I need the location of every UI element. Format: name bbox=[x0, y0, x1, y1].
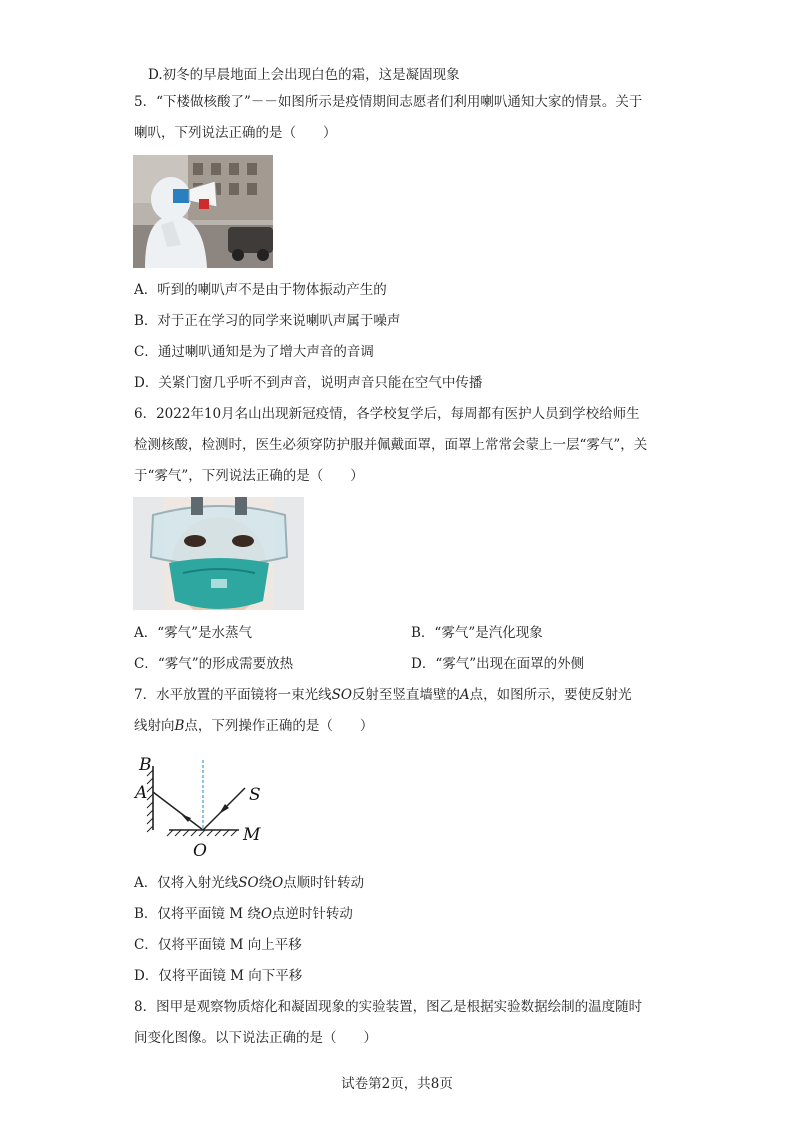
reflected-arrow bbox=[181, 814, 191, 822]
q7-stem-text: 反射至竖直墙壁的 bbox=[351, 687, 460, 703]
q7-option-b bbox=[134, 905, 353, 923]
q6-stem-line2: 检测核酸，检测时，医生必须穿防护服并佩戴面罩，面罩上常常会蒙上一层“雾气”，关 bbox=[134, 437, 648, 453]
q7-option-b-o: O bbox=[260, 906, 272, 922]
q6-option-a: A．“雾气”是水蒸气 bbox=[134, 625, 253, 641]
q7-option-a-text: 绕 bbox=[258, 875, 273, 891]
page-footer: 试卷第2页，共8页 bbox=[341, 1076, 453, 1092]
q5-photo-volunteer-megaphone bbox=[133, 155, 273, 268]
wall-hatching bbox=[147, 770, 153, 832]
q5-stem-line2: 喇叭，下列说法正确的是（ ） bbox=[134, 125, 337, 141]
q6-option-d: D．“雾气”出现在面罩的外侧 bbox=[411, 656, 585, 672]
q7-stem-b: B bbox=[174, 718, 185, 734]
q7-option-a-so: SO bbox=[238, 875, 259, 891]
label-b: B bbox=[139, 755, 152, 775]
q7-option-c: C．仅将平面镜 M 向上平移 bbox=[134, 937, 302, 953]
q7-option-b-text: B．仅将平面镜 M 绕 bbox=[134, 906, 261, 922]
q7-option-b-text: 点逆时针转动 bbox=[271, 906, 353, 922]
q5-option-b: B．对于正在学习的同学来说喇叭声属于噪声 bbox=[134, 313, 401, 329]
label-o: O bbox=[193, 841, 207, 861]
q6-photo-doctor-mask bbox=[133, 497, 304, 610]
q5-stem-line1: 5．“下楼做核酸了”－－如图所示是疫情期间志愿者们利用喇叭通知大家的情景。关于 bbox=[134, 94, 643, 110]
q7-option-a-o: O bbox=[272, 875, 284, 891]
q7-option-a bbox=[134, 874, 364, 892]
q6-stem-line3: 于“雾气”，下列说法正确的是（ ） bbox=[134, 468, 364, 484]
q6-stem-line1: 6．2022年10月名山出现新冠疫情，各学校复学后，每周都有医护人员到学校给师生 bbox=[134, 406, 640, 422]
mirror-hatching bbox=[167, 830, 237, 836]
q8-stem-line2: 间变化图像。以下说法正确的是（ ） bbox=[134, 1030, 377, 1046]
reflected-ray bbox=[153, 792, 203, 830]
label-m: M bbox=[243, 825, 261, 845]
q7-option-a-text: A．仅将入射光线 bbox=[134, 875, 239, 891]
q6-option-b: B．“雾气”是汽化现象 bbox=[411, 625, 543, 641]
q7-stem-text: 点，下列操作正确的是（ ） bbox=[184, 718, 374, 734]
q7-stem-text: 点，如图所示，要使反射光 bbox=[469, 687, 632, 703]
q7-mirror-diagram bbox=[133, 748, 273, 866]
q6-option-c: C．“雾气”的形成需要放热 bbox=[134, 656, 294, 672]
label-a: A bbox=[135, 783, 148, 803]
label-s: S bbox=[249, 785, 261, 805]
q7-stem-a: A bbox=[459, 687, 470, 703]
q5-option-a: A．听到的喇叭声不是由于物体振动产生的 bbox=[134, 282, 387, 298]
q5-option-c: C．通过喇叭通知是为了增大声音的音调 bbox=[134, 344, 374, 360]
q7-stem-text: 7．水平放置的平面镜将一束光线 bbox=[134, 687, 332, 703]
q7-stem-line1 bbox=[134, 686, 632, 704]
q5-option-d: D．关紧门窗几乎听不到声音，说明声音只能在空气中传播 bbox=[134, 375, 483, 391]
q7-stem-text: 线射向 bbox=[134, 718, 175, 734]
q7-stem-line2 bbox=[134, 717, 373, 735]
q4-option-d: D.初冬的早晨地面上会出现白色的霜，这是凝固现象 bbox=[148, 67, 460, 83]
q7-option-d: D．仅将平面镜 M 向下平移 bbox=[134, 968, 303, 984]
q7-option-a-text: 点顺时针转动 bbox=[283, 875, 365, 891]
q8-stem-line1: 8．图甲是观察物质熔化和凝固现象的实验装置，图乙是根据实验数据绘制的温度随时 bbox=[134, 999, 643, 1015]
q7-stem-so: SO bbox=[331, 687, 352, 703]
